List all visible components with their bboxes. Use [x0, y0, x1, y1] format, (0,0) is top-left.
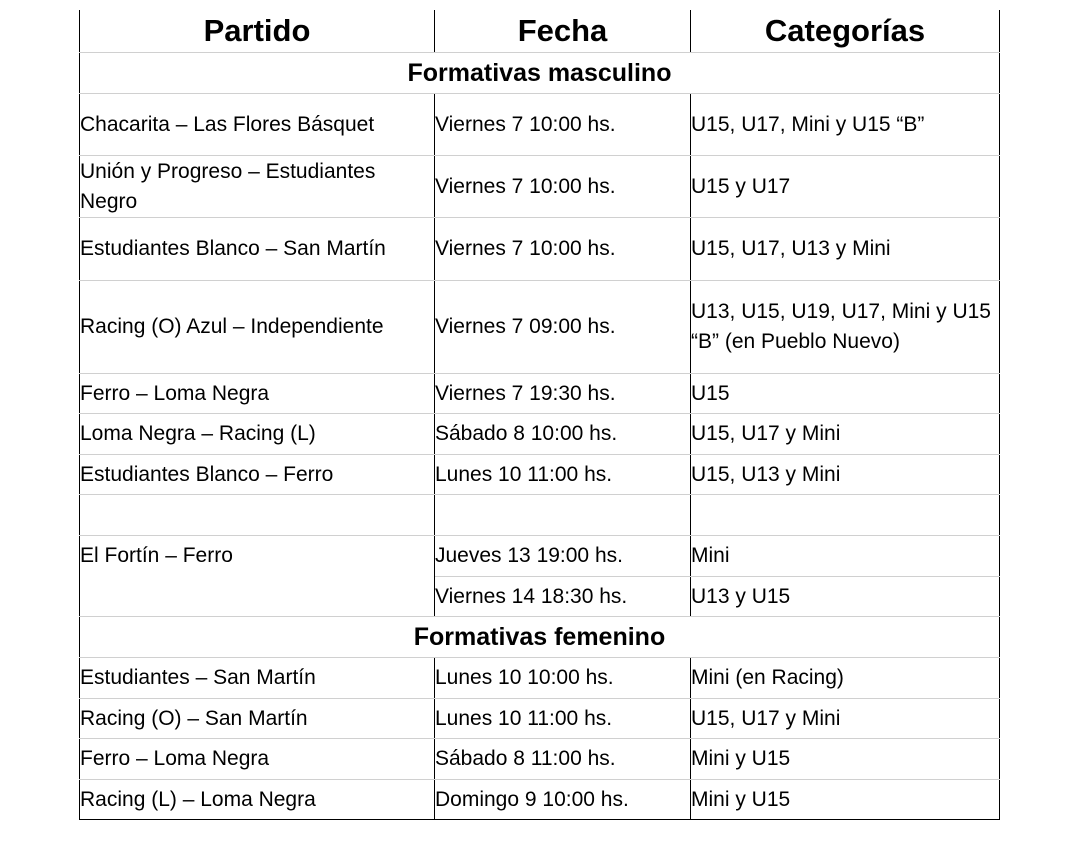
cell-partido: Ferro – Loma Negra [80, 739, 435, 780]
table-row [80, 577, 1000, 617]
cell-fecha: Viernes 7 10:00 hs. [435, 218, 691, 281]
cell-fecha: Viernes 7 10:00 hs. [435, 156, 691, 218]
cell-fecha [435, 495, 691, 536]
cell-categorias: U13 y U15 [691, 577, 1000, 617]
table-row [80, 739, 1000, 780]
section-title-masculino: Formativas masculino [80, 53, 1000, 94]
table-row [80, 699, 1000, 739]
cell-categorias: Mini y U15 [691, 739, 1000, 780]
cell-fecha: Viernes 7 09:00 hs. [435, 281, 691, 374]
table-row [80, 281, 1000, 374]
section-row-femenino [80, 617, 1000, 658]
table-row [80, 536, 1000, 577]
cell-partido: Racing (O) Azul – Independiente [80, 281, 435, 374]
header-categorias: Categorías [691, 10, 1000, 53]
section-row-masculino [80, 53, 1000, 94]
table-row [80, 658, 1000, 699]
cell-fecha: Jueves 13 19:00 hs. [435, 536, 691, 577]
cell-categorias: U15, U17, U13 y Mini [691, 218, 1000, 281]
cell-partido: Ferro – Loma Negra [80, 374, 435, 414]
cell-partido [80, 495, 435, 536]
cell-categorias [691, 495, 1000, 536]
cell-fecha: Lunes 10 10:00 hs. [435, 658, 691, 699]
cell-partido: Estudiantes Blanco – Ferro [80, 455, 435, 495]
cell-fecha: Sábado 8 10:00 hs. [435, 414, 691, 455]
cell-categorias: U13, U15, U19, U17, Mini y U15 “B” (en Pueblo Nuevo) [691, 281, 1000, 374]
table-row [80, 94, 1000, 156]
cell-categorias: U15, U13 y Mini [691, 455, 1000, 495]
cell-categorias: U15, U17 y Mini [691, 699, 1000, 739]
cell-partido: Racing (O) – San Martín [80, 699, 435, 739]
table-row [80, 455, 1000, 495]
cell-partido: El Fortín – Ferro [80, 536, 435, 577]
table-row [80, 218, 1000, 281]
cell-fecha: Sábado 8 11:00 hs. [435, 739, 691, 780]
header-fecha: Fecha [435, 10, 691, 53]
cell-categorias: U15 [691, 374, 1000, 414]
cell-categorias: U15, U17, Mini y U15 “B” [691, 94, 1000, 156]
header-partido: Partido [80, 10, 435, 53]
cell-partido: Estudiantes – San Martín [80, 658, 435, 699]
cell-partido [80, 577, 435, 617]
cell-categorias: U15 y U17 [691, 156, 1000, 218]
cell-categorias: Mini [691, 536, 1000, 577]
cell-fecha: Lunes 10 11:00 hs. [435, 699, 691, 739]
section-title-femenino: Formativas femenino [80, 617, 1000, 658]
table-row [80, 780, 1000, 820]
cell-fecha: Viernes 7 19:30 hs. [435, 374, 691, 414]
cell-categorias: Mini y U15 [691, 780, 1000, 820]
cell-partido: Unión y Progreso – Estudiantes Negro [80, 156, 435, 218]
cell-partido: Racing (L) – Loma Negra [80, 780, 435, 820]
table-row [80, 374, 1000, 414]
cell-partido: Loma Negra – Racing (L) [80, 414, 435, 455]
cell-partido: Estudiantes Blanco – San Martín [80, 218, 435, 281]
cell-fecha: Viernes 14 18:30 hs. [435, 577, 691, 617]
cell-fecha: Viernes 7 10:00 hs. [435, 94, 691, 156]
cell-fecha: Lunes 10 11:00 hs. [435, 455, 691, 495]
table-row [80, 414, 1000, 455]
header-row [80, 10, 1000, 53]
cell-fecha: Domingo 9 10:00 hs. [435, 780, 691, 820]
cell-partido: Chacarita – Las Flores Básquet [80, 94, 435, 156]
cell-categorias: Mini (en Racing) [691, 658, 1000, 699]
cell-categorias: U15, U17 y Mini [691, 414, 1000, 455]
table-row [80, 156, 1000, 218]
table-row-empty [80, 495, 1000, 536]
schedule-table [79, 10, 1000, 820]
